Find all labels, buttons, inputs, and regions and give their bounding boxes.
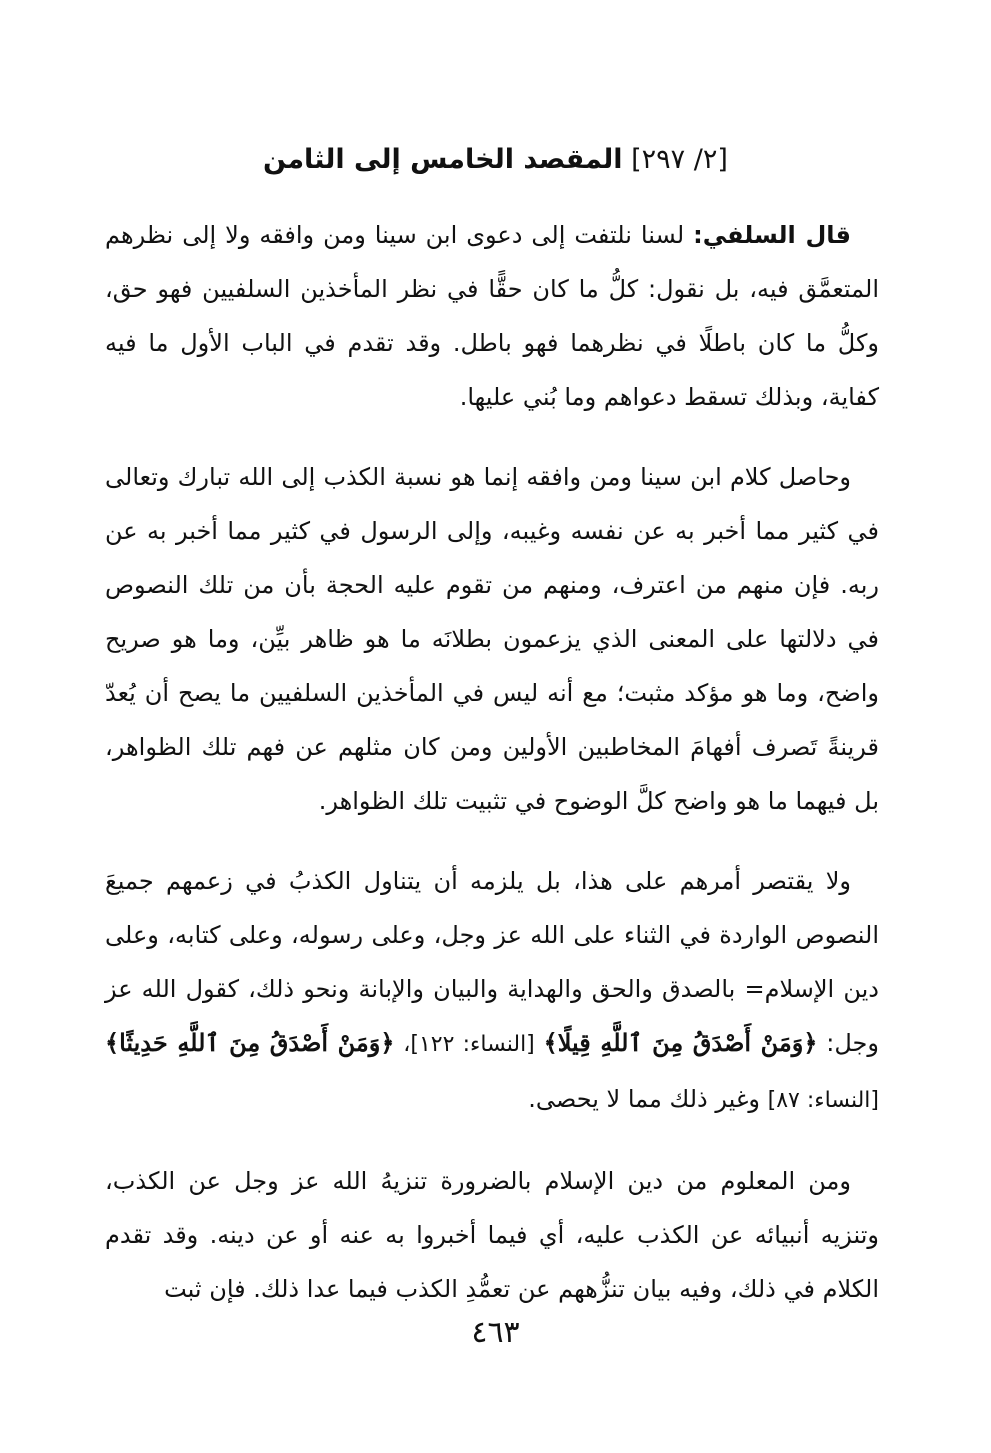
- header-reference: [٢/ ٢٩٧]: [631, 144, 728, 175]
- paragraph-text: وحاصل كلام ابن سينا ومن وافقه إنما هو نسبة الكذب إلى الله تبارك وتعالى في كثير مما أخبر به عن نفسه وغيبه، وإلى الرسول في كثير مما أخبر به عن ربه. فإن منهم من اعترف، ومنهم من تقوم عليه الحجة بأن من تلك النصوص في دلالتها على المعنى الذي يزعمون بطلانَه ما هو ظاهر بيِّن، وما هو صريح واضح، وما هو مؤكد مثبت؛ مع أنه ليس في المأخذين السلفيين ما يصح أن يُعدّ قرينةً تَصرف أفهامَ المخاطبين الأولين ومن كان مثلهم عن فهم تلك الظواهر، بل فيهما ما هو واضح كلَّ الوضوح في تثبيت تلك الظواهر.: [105, 463, 879, 815]
- verse-citation-2: [النساء: ٨٧]: [767, 1088, 879, 1113]
- paragraph-4: [105, 1154, 879, 1316]
- paragraph-1: [105, 208, 879, 424]
- quran-bracket-close: ﴾: [543, 1028, 558, 1057]
- page-header: [0, 140, 991, 180]
- quran-bracket-open: ﴿: [803, 1028, 818, 1057]
- paragraph-3: [105, 854, 879, 1128]
- paragraph-text: وغير ذلك مما لا يحصى.: [528, 1085, 760, 1113]
- verse-citation-1: [النساء: ١٢٢]،: [403, 1032, 535, 1057]
- quran-verse-1: وَمَنْ أَصْدَقُ مِنَ ٱللَّهِ قِيلًا: [557, 1028, 804, 1057]
- paragraph-text: لسنا نلتفت إلى دعوى ابن سينا ومن وافقه ولا إلى نظرهم المتعمَّق فيه، بل نقول: كلُّ ما كان حقًّا في نظر المأخذين السلفيين فهو حق، وكلُّ ما كان باطلًا في نظرهما فهو باطل. وقد تقدم في الباب الأول ما فيه كفاية، وبذلك تسقط دعواهم وما بُني عليها.: [105, 221, 879, 411]
- paragraph-2: [105, 450, 879, 828]
- quran-bracket-close: ﴾: [105, 1028, 120, 1057]
- header-title: المقصد الخامس إلى الثامن: [263, 144, 623, 175]
- quran-verse-2: وَمَنْ أَصْدَقُ مِنَ ٱللَّهِ حَدِيثًا: [119, 1028, 381, 1057]
- paragraph-text: ولا يقتصر أمرهم على هذا، بل يلزمه أن يتناول الكذبُ في زعمهم جميعَ النصوص الواردة في الثناء على الله عز وجل، وعلى رسوله، وعلى كتابه، وعلى دين الإسلام= بالصدق والحق والهداية والبيان والإبانة ونحو ذلك، كقول الله عز وجل:: [105, 867, 879, 1057]
- speaker-label: قال السلفي:: [693, 221, 851, 249]
- paragraph-text: ومن المعلوم من دين الإسلام بالضرورة تنزيهُ الله عز وجل عن الكذب، وتنزيه أنبيائه عن الكذب عليه، أي فيما أخبروا به عنه أو عن دينه. وقد تقدم الكلام في ذلك، وفيه بيان تنزُّههم عن تعمُّدِ الكذب فيما عدا ذلك. فإن ثبت: [105, 1167, 879, 1303]
- page-body: [105, 208, 879, 1316]
- page-number: ٤٦٣: [471, 1315, 520, 1350]
- quran-bracket-open: ﴿: [380, 1028, 395, 1057]
